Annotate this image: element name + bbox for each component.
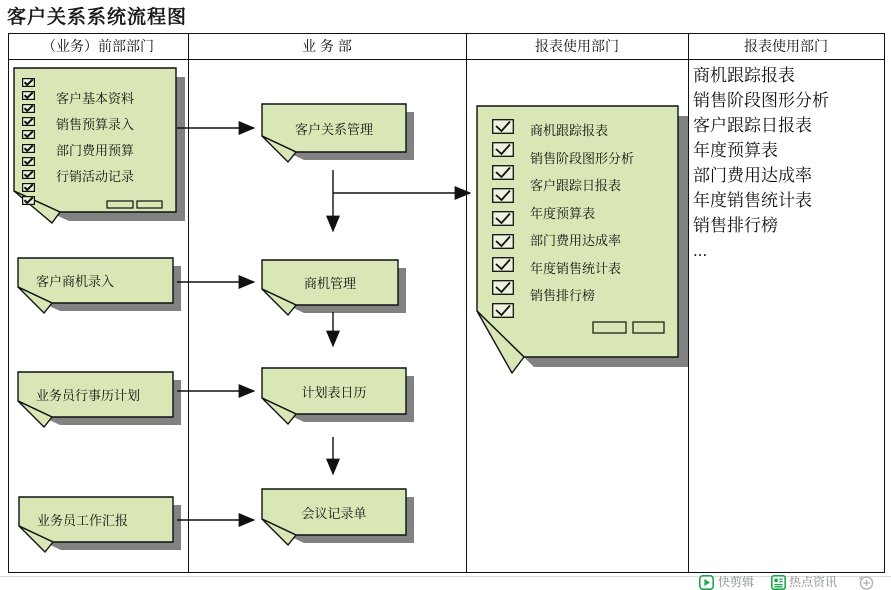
list-item: 商机跟踪报表 [530,123,609,138]
column-header-front: （业务）前部部门 [42,38,154,54]
list-item: 部门费用预算 [56,143,135,158]
column-header-reports-list: 报表使用部门 [744,38,828,54]
checkbox-icon [23,131,35,139]
checkbox-icon [493,258,514,272]
quick-clip-button[interactable]: 快剪辑 [718,575,755,589]
news-icon[interactable] [771,575,786,590]
list-item: 部门费用达成率 [530,233,622,248]
column-header-business: 业 务 部 [302,38,352,54]
list-item: 部门费用达成率 [693,166,812,185]
page-title: 客户关系系统流程图 [7,7,188,28]
checkbox-icon [493,120,514,134]
note-calendar-plan-label: 业务员行事历计划 [36,388,141,403]
note-crm-label: 客户关系管理 [294,121,373,137]
note-meeting-minutes-label: 会议记录单 [301,505,367,521]
list-item: 行销活动记录 [56,169,135,184]
reports-panel [693,63,829,263]
play-icon[interactable] [699,575,714,590]
checkbox-icon [493,212,514,226]
list-item: 商机跟踪报表 [693,66,795,85]
checkbox-icon [23,197,35,205]
column-header-reports: 报表使用部门 [535,38,619,54]
reports-note-items [530,117,675,310]
checkbox-icon [23,118,35,126]
list-item: 年度销售统计表 [693,191,812,210]
bottom-divider [0,576,891,577]
list-item: 销售阶段图形分析 [530,150,635,166]
connectors [177,128,470,520]
hot-news-button[interactable]: 热点资讯 [789,575,838,589]
list-item: 客户跟踪日报表 [693,116,812,135]
checkbox-icon [23,79,35,87]
list-item: 销售排行榜 [693,216,778,235]
note-work-report-label: 业务员工作汇报 [37,513,129,528]
list-item: 年度预算表 [530,205,596,221]
hand-pointer-icon[interactable] [857,574,875,590]
checkbox-icon [23,184,35,192]
note-opportunity-entry-label: 客户商机录入 [36,274,115,289]
checkbox-icon [493,166,514,180]
note-opportunity-mgmt-label: 商机管理 [303,276,356,291]
list-item: 客户基本资料 [56,91,135,106]
checkbox-icon [23,92,35,100]
checkbox-icon [23,105,35,113]
checkbox-icon [493,235,514,249]
list-item: 销售排行榜 [530,288,596,303]
checkbox-icon [493,281,514,295]
list-item: 客户跟踪日报表 [530,178,622,193]
checkbox-icon [23,171,35,179]
list-item: 年度销售统计表 [530,260,622,276]
checkbox-icon [23,158,35,166]
checkbox-icon [493,189,514,203]
note-schedule-calendar-label: 计划表日历 [301,384,367,400]
list-item: 销售阶段图形分析 [693,91,829,110]
checkbox-icon [493,304,514,318]
list-item: ... [693,241,708,260]
list-item: 销售预算录入 [56,117,135,132]
checkbox-icon [23,145,35,153]
front-entry-items [56,86,176,190]
checkbox-icon [493,143,514,157]
list-item: 年度预算表 [693,141,778,160]
